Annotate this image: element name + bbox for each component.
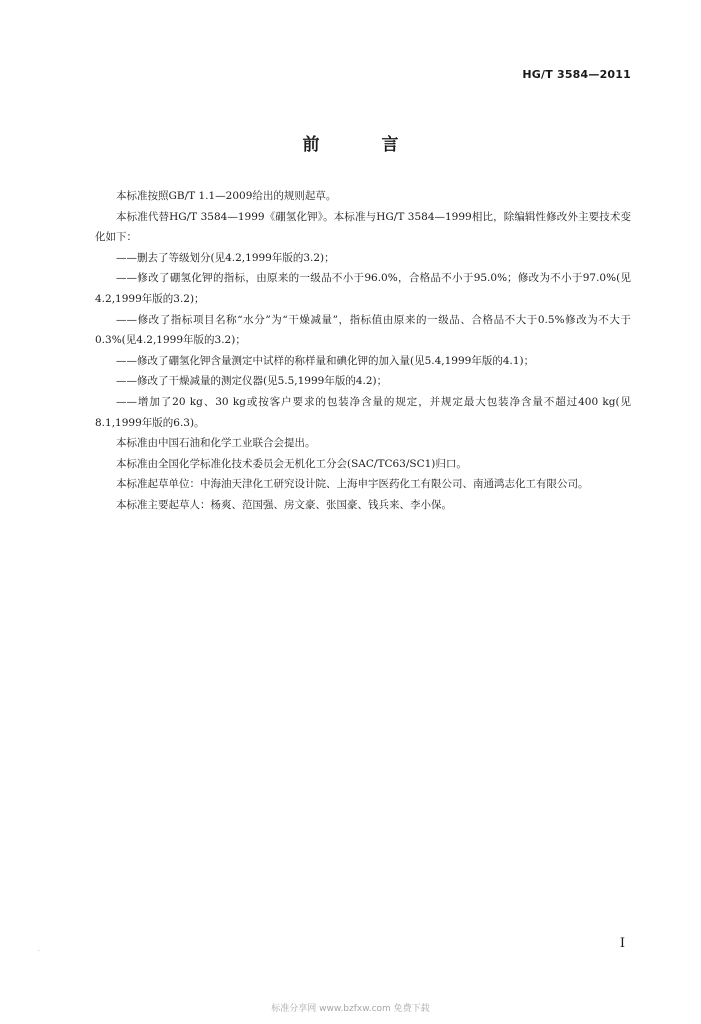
change-item: ——修改了硼氢化钾含量测定中试样的称样量和碘化钾的加入量(见5.4,1999年版的4.1)； [116, 354, 535, 367]
change-item: ——修改了硼氢化钾的指标，由原来的一级品不小于96.0%，合格品不小于95.0%；修改为不小于97.0%(见4.2,1999年版的3.2)； [95, 272, 631, 305]
paragraph: 本标准由全国化学标准化技术委员会无机化工分会(SAC/TC63/SC1)归口。 [116, 457, 467, 470]
page-number: I [619, 936, 625, 951]
foreword-body [95, 186, 631, 516]
scan-dots: · [38, 948, 40, 955]
paragraph: 本标准按照GB/T 1.1—2009给出的规则起草。 [116, 190, 337, 202]
paragraph: 本标准起草单位：中海油天津化工研究设计院、上海申宇医药化工有限公司、南通鸿志化工有限公司。 [116, 478, 589, 491]
paragraph: 本标准主要起草人：杨爽、范国强、房文豪、张国豪、钱兵来、李小保。 [116, 498, 452, 511]
paragraph: 本标准代替HG/T 3584—1999《硼氢化钾》。本标准与HG/T 3584—1999相比，除编辑性修改外主要技术变化如下： [95, 210, 631, 244]
change-item: ——修改了指标项目名称“水分”为“干燥减量”，指标值由原来的一级品、合格品不大于0.5%修改为不大于0.3%(见4.2,1999年版的3.2)； [95, 313, 631, 347]
change-item: ——修改了干燥减量的测定仪器(见5.5,1999年版的4.2)； [116, 375, 388, 388]
change-item: ——增加了20 kg、30 kg或按客户要求的包装净含量的规定，并规定最大包装净含量不超过400 kg(见8.1,1999年版的6.3)。 [95, 395, 631, 429]
standard-code: HG/T 3584—2011 [522, 68, 631, 81]
page-title: 前 言 [302, 135, 427, 155]
paragraph: 本标准由中国石油和化学工业联合会提出。 [116, 437, 316, 450]
footer-watermark: 标准分享网 www.bzfxw.com 免费下载 [271, 1004, 430, 1014]
change-item: ——删去了等级划分(见4.2,1999年版的3.2)； [116, 251, 335, 264]
